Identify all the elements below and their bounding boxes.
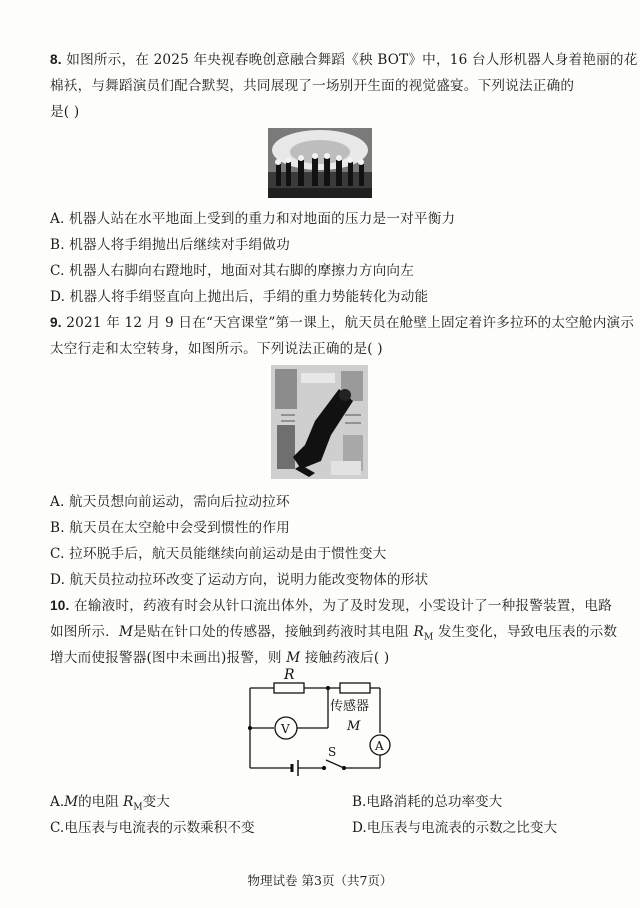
q8-option-c: C. 机器人右脚向右蹬地时，地面对其右脚的摩擦力方向向左	[50, 263, 415, 279]
q10-line-2	[50, 622, 617, 648]
q9-line-1	[50, 313, 634, 333]
q9-line-2: 太空行走和太空转身，如图所示。下列说法正确的是( )	[50, 341, 383, 357]
dance-robot-photo	[268, 128, 372, 198]
q10-symbol-m-2: M	[286, 650, 301, 666]
q8-line-3: 是( )	[50, 104, 80, 120]
q10-a-sub: M	[133, 802, 143, 813]
page-footer: 物理试卷 第3页（共7页）	[247, 873, 393, 888]
q8-option-a: A. 机器人站在水平地面上受到的重力和对地面的压力是一对平衡力	[50, 211, 456, 227]
label-v: V	[281, 722, 290, 736]
q10-text-2f: 发生变化，导致电压表的示数	[433, 624, 618, 640]
q9-number: 9.	[50, 315, 62, 330]
q10-option-d: D.电压表与电流表的示数之比变大	[352, 820, 558, 836]
q10-text-3a: 增大而使报警器(图中未画出)报警，则	[50, 650, 287, 666]
q9-option-b: B. 航天员在太空舱中会受到惯性的作用	[50, 520, 290, 536]
label-s: S	[328, 745, 337, 759]
q8-text-1: 如图所示，在 2025 年央视春晚创意融合舞蹈《秧 BOT》中，16 台人形机器人身着艳丽的花	[66, 52, 638, 68]
q8-option-b: B. 机器人将手绢抛出后继续对手绢做功	[50, 237, 290, 253]
q8-option-d: D. 机器人将手绢竖直向上抛出后，手绢的重力势能转化为动能	[50, 289, 429, 305]
q10-line-1	[50, 596, 612, 616]
q10-a-m: M	[64, 794, 79, 810]
label-a: A	[375, 739, 384, 753]
q9-option-c: C. 拉环脱手后，航天员能继续向前运动是由于惯性变大	[50, 546, 387, 562]
q8-line-1	[50, 50, 638, 70]
q10-text-2a: 如图所示．	[50, 624, 119, 640]
q10-text-2c: 是贴在针口处的传感器，接触到药液时其电阻	[133, 624, 414, 640]
resistor-r	[274, 683, 304, 693]
q8-number: 8.	[50, 52, 62, 67]
q10-option-c: C.电压表与电流表的示数乘积不变	[50, 820, 255, 836]
label-r: R	[284, 668, 295, 683]
label-sensor: 传感器	[330, 699, 370, 714]
label-m: M	[347, 719, 361, 734]
q10-a-r: R	[123, 794, 134, 810]
q10-a-label: A.	[50, 794, 65, 810]
q10-a-mid: 的电阻	[78, 794, 124, 810]
q9-option-a: A. 航天员想向前运动，需向后拉动拉环	[50, 494, 290, 510]
q10-symbol-m: M	[118, 624, 134, 640]
sensor-m	[340, 683, 370, 693]
circuit-diagram	[240, 668, 400, 780]
q9-option-d: D. 航天员拉动拉环改变了运动方向，说明力能改变物体的形状	[50, 572, 429, 588]
q10-symbol-r-sub: M	[423, 632, 434, 643]
q10-a-post: 变大	[142, 794, 170, 810]
q10-symbol-r: R	[413, 624, 424, 640]
q10-line-3	[50, 648, 389, 668]
q8-line-2: 棉袄，与舞蹈演员们配合默契，共同展现了一场别开生面的视觉盛宴。下列说法正确的	[50, 78, 575, 94]
q10-number: 10.	[50, 598, 70, 613]
q10-text-1: 在输液时，药液有时会从针口流出体外，为了及时发现，小雯设计了一种报警装置，电路	[74, 598, 612, 614]
q10-option-a	[50, 792, 170, 818]
astronaut-photo	[271, 365, 368, 479]
q9-text-1: 2021 年 12 月 9 日在“天宫课堂”第一课上，航天员在舱壁上固定着许多拉环的太空舱内演示	[66, 315, 635, 331]
q10-option-b: B.电路消耗的总功率变大	[352, 794, 503, 810]
q10-text-3c: 接触药液后( )	[300, 650, 390, 666]
